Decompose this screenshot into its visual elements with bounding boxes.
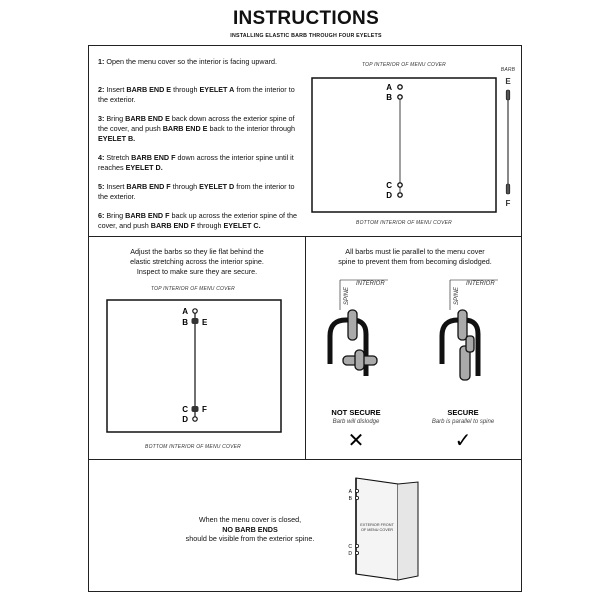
secure-caption: Barb is parallel to spine <box>431 419 495 425</box>
divider-vertical <box>305 236 306 459</box>
step-text-segment: EYELET B. <box>98 133 136 143</box>
section4-line-2: NO BARB ENDS <box>222 524 278 534</box>
section2-top-caption: TOP INTERIOR OF MENU COVER <box>150 286 235 292</box>
step-text-segment: BARB END E <box>162 123 208 133</box>
barb-end-e-label: E <box>505 77 511 86</box>
section2-line-2: elastic stretching across the interior spine. <box>130 256 264 266</box>
step-text-segment: 6: <box>98 211 107 220</box>
section2-bottom-caption: BOTTOM INTERIOR OF MENU COVER <box>145 444 241 450</box>
not-secure-caption: Barb will dislodge <box>332 419 380 425</box>
divider-horizontal-2 <box>88 459 522 460</box>
step-text-segment: BARB END F <box>150 220 196 230</box>
step-text-segment: down across the interior spine until it reaches <box>98 153 294 172</box>
diagram1-bottom-caption: BOTTOM INTERIOR OF MENU COVER <box>356 220 452 226</box>
diagram1-barb <box>506 90 510 194</box>
section2-line-1: Adjust the barbs so they lie flat behind the <box>130 247 264 256</box>
step-text-segment: Insert <box>106 182 127 191</box>
section2-text <box>90 247 304 276</box>
cover-label-line-1: EXTERIOR FRONT <box>360 523 394 527</box>
eyelet-label-d: D <box>386 191 392 200</box>
s4-eyelet-c: C <box>348 544 352 550</box>
section4-text <box>160 515 340 544</box>
step-text-segment: Stretch <box>106 153 132 162</box>
page-title: INSTRUCTIONS <box>232 8 380 29</box>
step-text-segment: BARB END F <box>126 182 171 191</box>
step-4 <box>98 153 298 173</box>
s2-label-f: F <box>202 405 207 414</box>
not-secure-title: NOT SECURE <box>331 408 381 417</box>
step-2 <box>98 85 298 105</box>
step-text-segment: BARB END E <box>125 114 170 123</box>
diagram1-barb-label: BARB <box>500 67 516 73</box>
step-text-segment: 1: <box>98 57 107 66</box>
step-text-segment: back up across the exterior spine of the cover, and push <box>98 211 297 230</box>
step-text-segment: BARB END F <box>131 153 176 162</box>
step-text-segment: Open the menu cover so the interior is facing upward. <box>106 57 277 66</box>
page-subtitle: INSTALLING ELASTIC BARB THROUGH FOUR EYELETS <box>230 33 382 39</box>
section3-barb-illustrations <box>318 270 518 450</box>
s2-label-d: D <box>182 415 188 424</box>
step-text-segment: BARB END E <box>126 85 172 94</box>
step-text-segment: 4: <box>98 153 107 162</box>
not-secure-spine-label: SPINE <box>344 286 350 305</box>
step-5 <box>98 182 298 202</box>
s2-label-c: C <box>182 405 188 414</box>
step-text-segment: Insert <box>106 85 127 94</box>
s4-eyelet-d: D <box>348 551 352 557</box>
s2-label-e: E <box>202 318 208 327</box>
s4-eyelet-b: B <box>348 496 352 502</box>
diagram1-top-caption: TOP INTERIOR OF MENU COVER <box>361 62 446 68</box>
step-1 <box>98 57 298 67</box>
secure-interior-label: INTERIOR <box>466 281 495 287</box>
step-text-segment: from the interior to the exterior. <box>98 182 295 201</box>
s2-label-a: A <box>182 307 188 316</box>
eyelet-label-a: A <box>386 83 392 92</box>
step-text-segment: EYELET D. <box>125 162 163 172</box>
section3-text <box>310 247 520 267</box>
step-text-segment: Bring <box>106 211 126 220</box>
s4-eyelet-a: A <box>348 489 352 495</box>
step-text-segment: EYELET D <box>199 182 235 191</box>
section2-line-3: Inspect to make sure they are secure. <box>136 266 258 276</box>
step-text-segment: from the interior to the exterior. <box>98 85 295 104</box>
not-secure-illustration <box>330 280 388 376</box>
eyelet-label-b: B <box>386 93 392 102</box>
step-text-segment: 2: <box>98 85 107 94</box>
step-text-segment: back to the interior through <box>207 123 295 133</box>
step-text-segment: back down across the exterior spine of the cover, and push <box>98 114 295 133</box>
s2-label-b: B <box>182 318 188 327</box>
section4-line-1: When the menu cover is closed, <box>198 515 302 524</box>
step-text-segment: Bring <box>106 114 126 123</box>
step-text-segment: through <box>195 220 224 230</box>
check-icon: ✓ <box>454 430 472 450</box>
step-text-segment: through <box>170 182 200 191</box>
secure-spine-label: SPINE <box>454 286 460 305</box>
cover-label-line-2: OF MENU COVER <box>360 528 394 532</box>
section4-line-3: should be visible from the exterior spine. <box>185 534 315 544</box>
step-text-segment: EYELET A <box>199 85 235 94</box>
closed-menu-cover-illustration <box>340 470 440 584</box>
barb-end-f-label: F <box>505 199 511 208</box>
step-3 <box>98 114 298 143</box>
step-text-segment: EYELET C. <box>223 220 261 230</box>
section2-menu-cover <box>100 294 290 440</box>
secure-illustration <box>442 280 498 380</box>
step-6 <box>98 211 298 231</box>
step-text-segment: through <box>171 85 200 94</box>
step-text-segment: BARB END F <box>125 211 170 220</box>
secure-title: SECURE <box>447 408 479 417</box>
step-text-segment: 3: <box>98 114 107 123</box>
not-secure-interior-label: INTERIOR <box>356 281 385 287</box>
eyelet-label-c: C <box>386 181 392 190</box>
step-text-segment: 5: <box>98 182 107 191</box>
section3-line-1: All barbs must lie parallel to the menu cover <box>345 247 485 256</box>
x-icon: ✕ <box>347 430 365 450</box>
diagram1-menu-cover <box>300 70 522 220</box>
section3-line-2: spine to prevent them from becoming dislodged. <box>338 256 492 266</box>
